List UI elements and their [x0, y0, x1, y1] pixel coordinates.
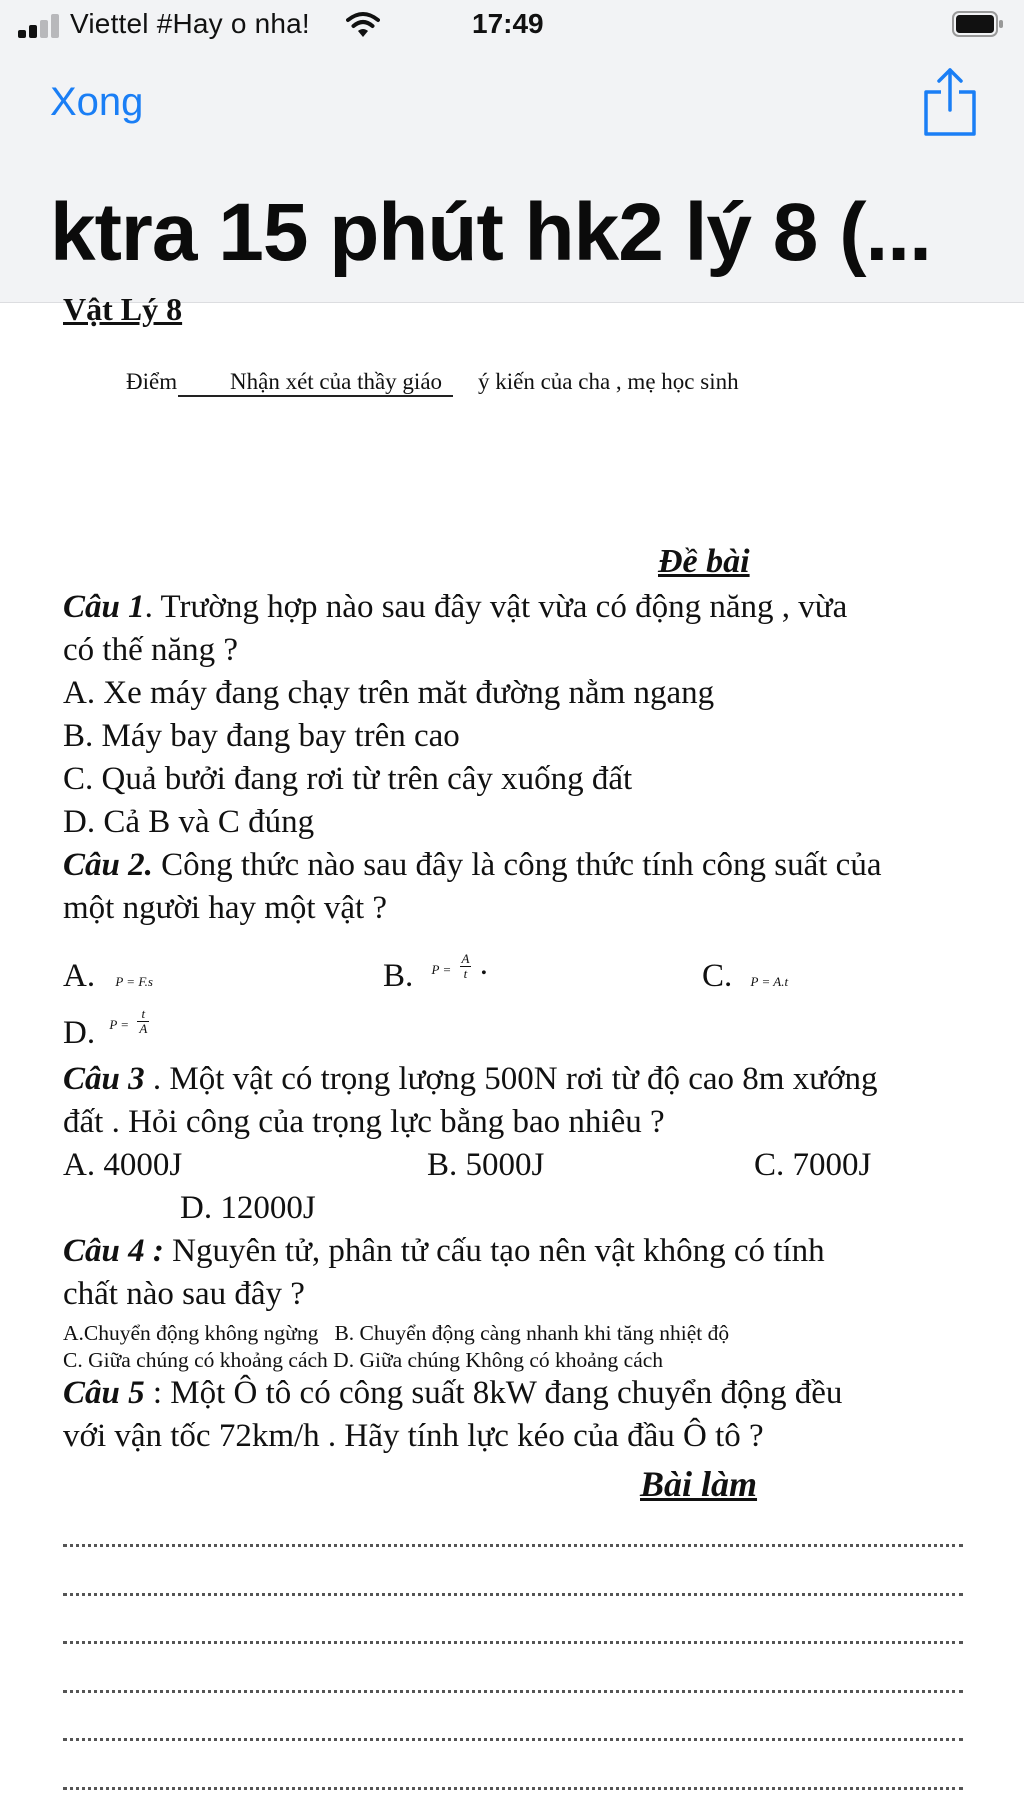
- document-title: ktra 15 phút hk2 lý 8 (...: [50, 187, 931, 278]
- formula-tail: .: [479, 946, 488, 982]
- wifi-icon: [346, 10, 380, 40]
- answer-line: [63, 1738, 963, 1741]
- question-5: [63, 1375, 842, 1412]
- formula: P = A.t: [750, 974, 789, 989]
- q4-options-ab: A.Chuyển động không ngừng B. Chuyển động càng nhanh khi tăng nhiệt độ: [63, 1321, 730, 1345]
- q1-option-d: D. Cả B và C đúng: [63, 804, 315, 840]
- q2-option-b: [383, 946, 488, 995]
- question-4: [63, 1233, 825, 1270]
- question-label: Câu 3: [63, 1061, 145, 1097]
- question-text: Công thức nào sau đây là công thức tính công suất của: [152, 847, 882, 883]
- question-text: Nguyên tử, phân tử cấu tạo nên vật không có tính: [163, 1233, 825, 1269]
- q1-option-a: A. Xe máy đang chạy trên măt đường nằm ngang: [63, 675, 715, 711]
- parent-comment-label: ý kiến của cha , mẹ học sinh: [478, 369, 739, 394]
- top-chrome: [0, 0, 1024, 303]
- q3-option-c: C. 7000J: [754, 1147, 872, 1183]
- q1-option-b: B. Máy bay đang bay trên cao: [63, 718, 460, 754]
- formula: [109, 1001, 149, 1038]
- score-underline: [178, 395, 453, 397]
- status-bar: [0, 0, 1024, 52]
- option-label: A.: [63, 958, 96, 994]
- document-page[interactable]: [0, 291, 1024, 1820]
- status-time: 17:49: [472, 8, 544, 39]
- battery-icon: [952, 11, 1004, 37]
- option-label: C.: [702, 958, 733, 994]
- done-button[interactable]: Xong: [50, 80, 144, 124]
- formula-lhs: P =: [431, 962, 452, 977]
- answer-line: [63, 1544, 963, 1547]
- fraction-denominator: t: [463, 965, 468, 981]
- q3-option-d: D. 12000J: [180, 1190, 316, 1226]
- q1-option-c: C. Quả bưởi đang rơi từ trên cây xuống đất: [63, 761, 633, 797]
- cellular-signal-icon: [18, 14, 62, 38]
- option-label: B.: [383, 958, 414, 994]
- share-icon[interactable]: [922, 66, 978, 138]
- formula-lhs: P =: [109, 1017, 130, 1032]
- score-label: Điểm: [126, 369, 178, 394]
- q2-option-a: [63, 958, 153, 995]
- carrier-name: Viettel #Hay o nha!: [70, 8, 310, 39]
- section-title: Đề bài: [658, 543, 750, 580]
- answer-line: [63, 1690, 963, 1693]
- q4-options-cd: C. Giữa chúng có khoảng cách D. Giữa chúng Không có khoảng cách: [63, 1348, 664, 1372]
- question-2: [63, 847, 881, 884]
- answer-line: [63, 1641, 963, 1644]
- teacher-comment-label: Nhận xét của thầy giáo: [230, 369, 443, 394]
- question-5-text-cont: với vận tốc 72km/h . Hãy tính lực kéo của đầu Ô tô ?: [63, 1418, 764, 1454]
- q2-option-d: [63, 1005, 149, 1052]
- question-label: Câu 2.: [63, 847, 153, 883]
- formula: P = F.s: [115, 974, 153, 989]
- question-2-text-cont: một người hay một vật ?: [63, 890, 388, 926]
- q2-option-c: [702, 958, 788, 995]
- question-label: Câu 1: [63, 589, 145, 625]
- answer-line: [63, 1593, 963, 1596]
- question-label: Câu 4 :: [63, 1233, 164, 1269]
- question-text: . Trường hợp nào sau đây vật vừa có động năng , vừa: [144, 589, 848, 625]
- formula-fraction: [460, 952, 472, 981]
- answer-line: [63, 1787, 963, 1790]
- fraction-numerator: t: [137, 1007, 149, 1022]
- fraction-denominator: A: [139, 1020, 148, 1036]
- q3-option-a: A. 4000J: [63, 1147, 183, 1183]
- q3-option-b: B. 5000J: [427, 1147, 545, 1183]
- question-1: [63, 589, 847, 626]
- question-1-text-cont: có thế năng ?: [63, 632, 239, 668]
- question-4-text-cont: chất nào sau đây ?: [63, 1276, 305, 1312]
- subject-heading: Vật Lý 8: [63, 291, 183, 327]
- option-label: D.: [63, 1015, 96, 1051]
- formula-fraction: [137, 1007, 149, 1036]
- question-text: . Một vật có trọng lượng 500N rơi từ độ cao 8m xướng: [144, 1061, 878, 1097]
- fraction-numerator: A: [461, 950, 470, 966]
- question-3: [63, 1061, 878, 1098]
- formula: [432, 946, 488, 983]
- question-label: Câu 5: [63, 1375, 145, 1411]
- question-3-text-cont: đất . Hỏi công của trọng lực bằng bao nhiêu ?: [63, 1104, 665, 1140]
- answer-title: Bài làm: [640, 1464, 758, 1504]
- question-text: : Một Ô tô có công suất 8kW đang chuyển động đều: [144, 1375, 843, 1411]
